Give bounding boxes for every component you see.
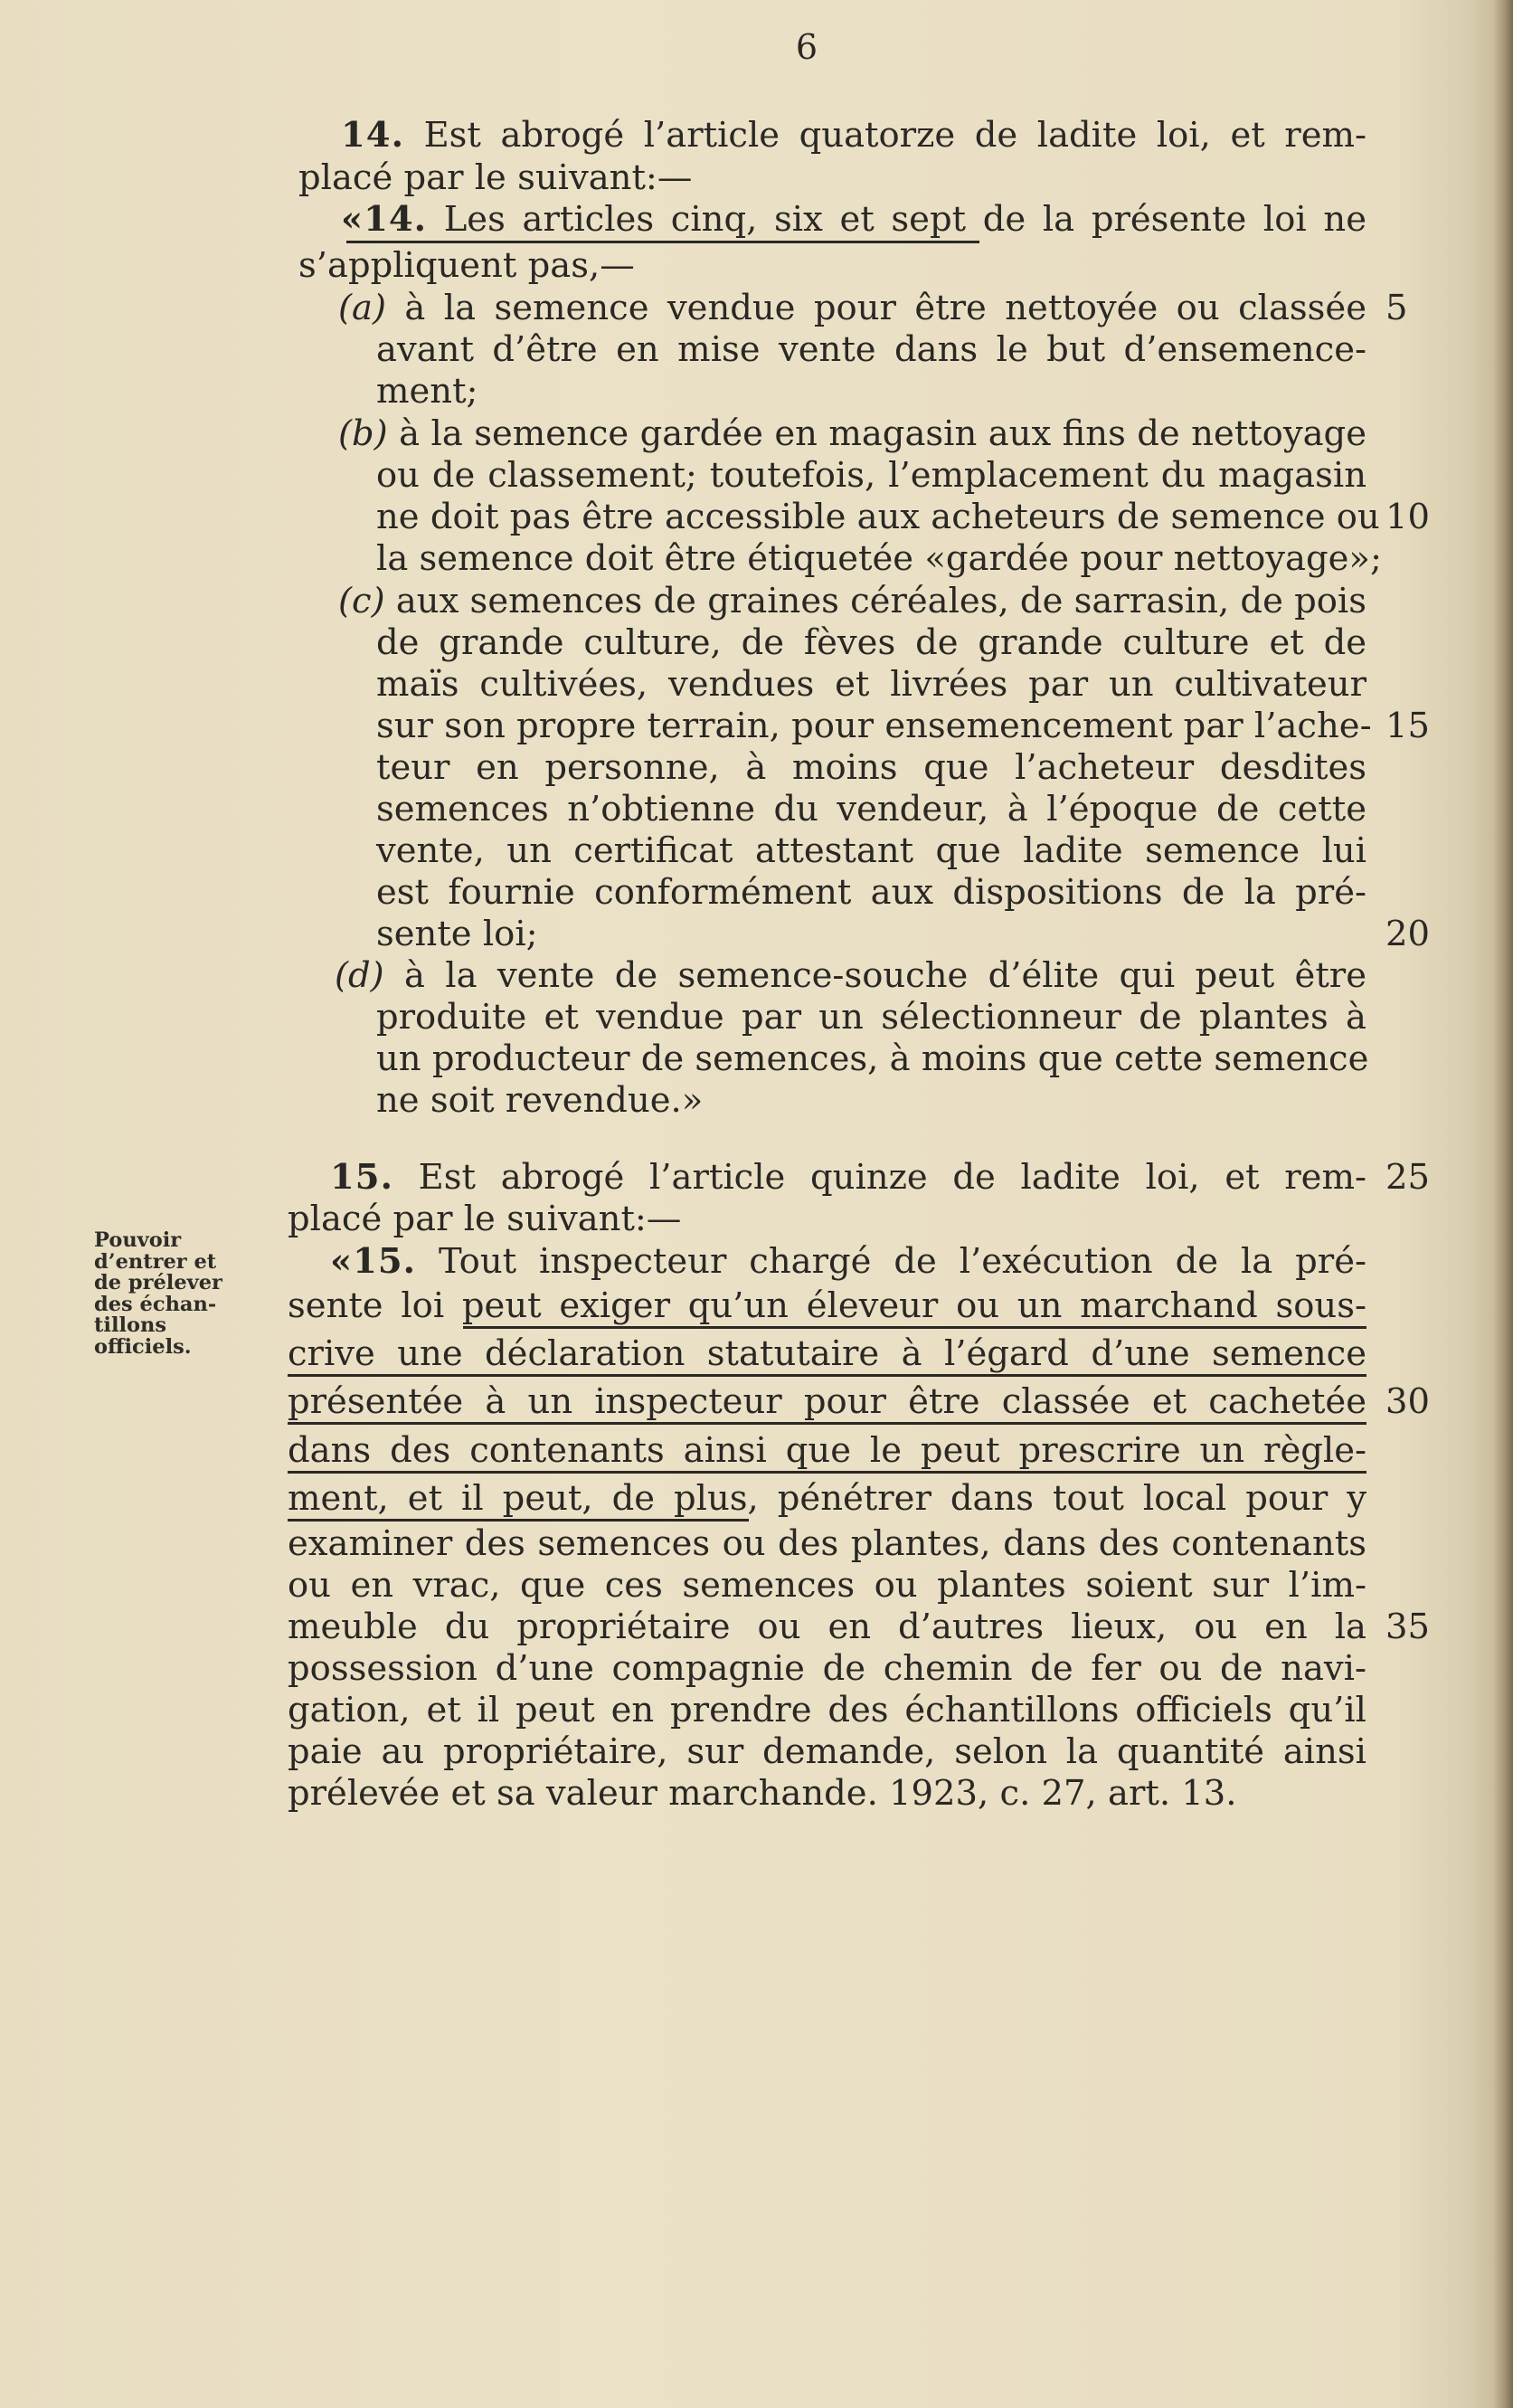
- text-line: un producteur de semences, à moins que cette semence: [376, 1038, 1369, 1079]
- paragraph-label: (a): [338, 288, 386, 328]
- text-line: (a) à la semence vendue pour être nettoyée ou classée: [338, 288, 1366, 328]
- text-line: avant d’être en mise vente dans le but d’ensemence-: [376, 329, 1366, 370]
- text-line: ment, et il peut, de plus, pénétrer dans tout local pour y: [288, 1478, 1366, 1519]
- text-line: 14. Est abrogé l’article quatorze de ladite loi, et rem-: [341, 115, 1366, 156]
- section-number: «15.: [330, 1241, 417, 1282]
- paragraph-label: (d): [335, 955, 384, 996]
- text-line: sente loi peut exiger qu’un éleveur ou un marchand sous-: [288, 1285, 1366, 1326]
- paragraph-label: (b): [338, 413, 388, 454]
- underline-rule: [288, 1422, 1366, 1425]
- text-line: (d) à la vente de semence-souche d’élite qui peut être: [335, 955, 1366, 996]
- line-number: 30: [1385, 1381, 1430, 1422]
- text-line: s’appliquent pas,—: [298, 245, 635, 286]
- section-number: «14.: [341, 199, 428, 240]
- text-line: «15. Tout inspecteur chargé de l’exécution de la pré-: [330, 1241, 1366, 1282]
- text-line: paie au propriétaire, sur demande, selon la quantité ainsi: [288, 1731, 1366, 1772]
- text-line: prélevée et sa valeur marchande. 1923, c. 27, art. 13.: [288, 1773, 1237, 1814]
- text-line: crive une déclaration statutaire à l’égard d’une semence: [288, 1333, 1366, 1374]
- underline-rule: [288, 1374, 1366, 1377]
- paragraph-label: (c): [338, 581, 385, 621]
- text-line: maïs cultivées, vendues et livrées par un cultivateur: [376, 664, 1366, 705]
- text-line: placé par le suivant:—: [298, 157, 693, 198]
- line-number: 15: [1385, 706, 1430, 746]
- text-line: 15. Est abrogé l’article quinze de ladite loi, et rem-: [330, 1157, 1366, 1198]
- text-line: teur en personne, à moins que l’acheteur desdites: [376, 747, 1366, 788]
- text-line: placé par le suivant:—: [288, 1199, 682, 1239]
- underline-rule: [288, 1471, 1366, 1474]
- text-line: (c) aux semences de graines céréales, de sarrasin, de pois: [338, 581, 1366, 621]
- text-line: ne soit revendue.»: [376, 1080, 704, 1121]
- text-line: sur son propre terrain, pour ensemencement par l’ache-: [376, 706, 1372, 746]
- text-line: «14. Les articles cinq, six et sept de la présente loi ne: [341, 199, 1366, 240]
- line-number: 35: [1385, 1607, 1430, 1647]
- underline-rule: [346, 241, 979, 243]
- text-line: dans des contenants ainsi que le peut prescrire un règle-: [288, 1430, 1366, 1471]
- margin-note: Pouvoir d’entrer et de prélever des échan- tillons officiels.: [94, 1228, 222, 1359]
- text-line: produite et vendue par un sélectionneur de plantes à: [376, 997, 1366, 1038]
- text-line: de grande culture, de fèves de grande culture et de: [376, 622, 1366, 663]
- text-line: la semence doit être étiquetée «gardée pour nettoyage»;: [376, 538, 1382, 579]
- text-line: ne doit pas être accessible aux acheteurs de semence ou: [376, 497, 1380, 537]
- page-number: 6: [795, 27, 818, 67]
- text-line: gation, et il peut en prendre des échantillons officiels qu’il: [288, 1690, 1366, 1730]
- text-line: sente loi;: [376, 914, 538, 954]
- text-line: ou en vrac, que ces semences ou plantes soient sur l’im-: [288, 1565, 1366, 1606]
- underline-rule: [463, 1326, 1366, 1329]
- text-line: présentée à un inspecteur pour être classée et cachetée: [288, 1381, 1366, 1422]
- text-line: semences n’obtienne du vendeur, à l’époque de cette: [376, 789, 1366, 830]
- underline-rule: [288, 1519, 749, 1522]
- section-number: 14.: [341, 115, 404, 156]
- text-line: examiner des semences ou des plantes, dans des contenants: [288, 1523, 1366, 1564]
- text-line: possession d’une compagnie de chemin de fer ou de navi-: [288, 1648, 1366, 1689]
- page-edge-shadow: [1493, 0, 1513, 2408]
- text-line: ou de classement; toutefois, l’emplacement du magasin: [376, 455, 1366, 496]
- line-number: 20: [1385, 914, 1430, 954]
- text-line: est fournie conformément aux dispositions de la pré-: [376, 872, 1366, 913]
- section-number: 15.: [330, 1157, 393, 1198]
- line-number: 25: [1385, 1157, 1430, 1198]
- line-number: 10: [1385, 497, 1430, 537]
- text-line: (b) à la semence gardée en magasin aux fins de nettoyage: [338, 413, 1366, 454]
- text-line: ment;: [376, 371, 478, 412]
- line-number: 5: [1385, 288, 1408, 328]
- text-line: vente, un certificat attestant que ladite semence lui: [376, 830, 1366, 871]
- text-line: meuble du propriétaire ou en d’autres lieux, ou en la: [288, 1607, 1366, 1647]
